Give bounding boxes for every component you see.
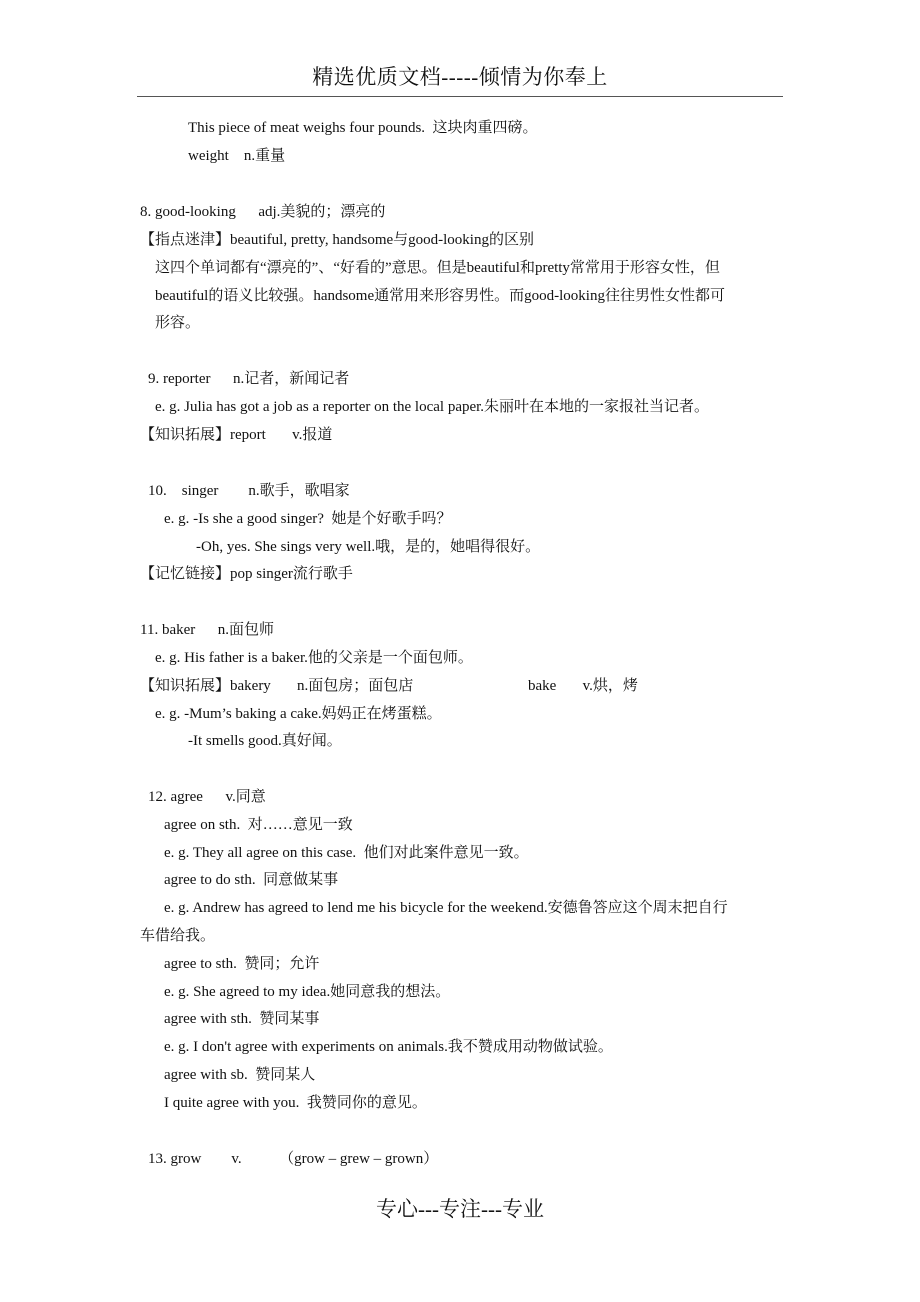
page-header: 精选优质文档-----倾情为你奉上 [312,65,608,89]
entry-agree: 12. agree v.同意 [148,789,266,805]
example-agree-with-sth: e. g. I don't agree with experiments on animals.我不赞成用动物做试验。 [164,1039,613,1055]
example-agree-with-sb: I quite agree with you. 我赞同你的意见。 [164,1095,427,1111]
header-rule [137,96,783,97]
phrase-agree-with-sth: agree with sth. 赞同某事 [164,1011,320,1027]
entry-good-looking: 8. good-looking adj.美貌的；漂亮的 [140,204,386,220]
entry-grow: 13. grow v. （grow – grew – grown） [148,1151,439,1167]
page-footer: 专心---专注---专业 [376,1197,544,1221]
example-smells-good: -It smells good.真好闻。 [188,733,342,749]
phrase-agree-to-do: agree to do sth. 同意做某事 [164,872,339,888]
example-agree-to-sth: e. g. She agreed to my idea.她同意我的想法。 [164,984,451,1000]
memory-link-pop-singer: 【记忆链接】pop singer流行歌手 [140,566,353,582]
phrase-agree-with-sb: agree with sb. 赞同某人 [164,1067,316,1083]
phrase-agree-on: agree on sth. 对……意见一致 [164,817,353,833]
phrase-agree-to-sth: agree to sth. 赞同；允许 [164,956,320,972]
example-baking-cake: e. g. -Mum’s baking a cake.妈妈正在烤蛋糕。 [155,706,442,722]
example-reporter: e. g. Julia has got a job as a reporter on the local paper.朱丽叶在本地的一家报社当记者。 [155,399,710,415]
entry-singer: 10. singer n.歌手，歌唱家 [148,483,350,499]
entry-reporter: 9. reporter n.记者，新闻记者 [148,371,350,387]
example-agree-on: e. g. They all agree on this case. 他们对此案件意见一致。 [164,845,529,861]
extension-bakery: 【知识拓展】bakery n.面包房；面包店 [140,678,414,694]
example-singer-answer: -Oh, yes. She sings very well.哦，是的，她唱得很好。 [196,539,541,555]
tip-paragraph-line-3: 形容。 [155,315,201,331]
extension-report: 【知识拓展】report v.报道 [140,427,333,443]
example-agree-to-do-line-1: e. g. Andrew has agreed to lend me his bicycle for the weekend.安德鲁答应这个周末把自行 [164,900,728,916]
tip-paragraph-line-2: beautiful的语义比较强。handsome通常用来形容男性。而good-looking往往男性女性都可 [155,288,725,304]
example-singer-question: e. g. -Is she a good singer? 她是个好歌手吗？ [164,511,452,527]
tip-paragraph-line-1: 这四个单词都有“漂亮的”、“好看的”意思。但是beautiful和pretty常常用于形容女性，但 [155,260,720,276]
entry-baker: 11. baker n.面包师 [140,622,275,638]
extension-bake: bake v.烘，烤 [528,678,638,694]
tip-heading: 【指点迷津】beautiful, pretty, handsome与good-looking的区别 [140,232,534,248]
entry-weight: weight n.重量 [188,148,286,164]
example-baker: e. g. His father is a baker.他的父亲是一个面包师。 [155,650,473,666]
example-meat-weighs: This piece of meat weighs four pounds. 这块肉重四磅。 [188,120,538,136]
example-agree-to-do-line-2: 车借给我。 [140,928,216,944]
